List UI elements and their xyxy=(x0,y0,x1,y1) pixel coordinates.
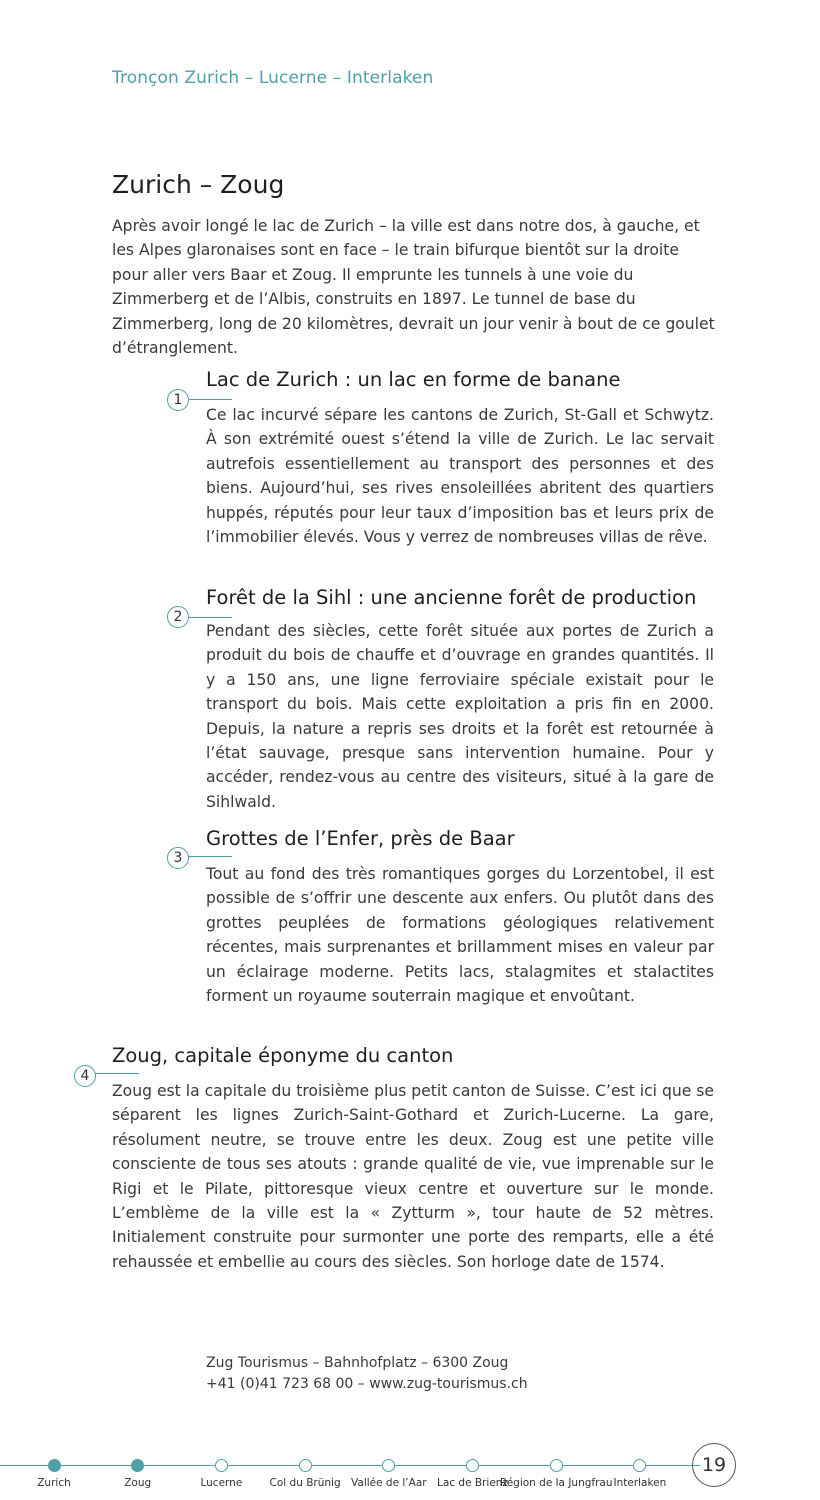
section-marker-2: 2 xyxy=(167,606,189,628)
route-stop-label: Région de la Jungfrau xyxy=(499,1477,613,1489)
route-stop-marker xyxy=(550,1459,563,1472)
section-3 xyxy=(206,825,714,1008)
route-stop-label: Zurich xyxy=(37,1477,71,1489)
page-number: 19 xyxy=(692,1443,736,1487)
route-stop-marker xyxy=(382,1459,395,1472)
section-heading-1: Lac de Zurich : un lac en forme de banane xyxy=(206,368,621,391)
route-stop-label: Lucerne xyxy=(200,1477,243,1489)
section-body-2: Pendant des siècles, cette forêt située aux portes de Zurich a produit du bois de chauffe et d’ouvrage en grandes quantités. Il y a 150 ans, une ligne ferroviaire spéciale existait pour le transport du bois. Mais cette exploitation a pris fin en 2000. Depuis, la nature a repris ses droits et la forêt est retournée à l’état sauvage, presque sans intervention humaine. Pour y accéder, rendez-vous au centre des visiteurs, situé à la gare de Sihlwald. xyxy=(206,622,714,811)
section-marker-3: 3 xyxy=(167,847,189,869)
contact-phone-web: +41 (0)41 723 68 00 – www.zug-tourismus.ch xyxy=(206,1376,528,1392)
route-timeline xyxy=(0,1465,700,1466)
contact-address: Zug Tourismus – Bahnhofplatz – 6300 Zoug xyxy=(206,1355,509,1371)
route-stop-marker xyxy=(215,1459,228,1472)
section-heading-2: Forêt de la Sihl : une ancienne forêt de production xyxy=(206,586,697,609)
route-stop-marker xyxy=(48,1459,61,1472)
section-heading-3: Grottes de l’Enfer, près de Baar xyxy=(206,827,515,850)
section-4 xyxy=(112,1042,714,1274)
section-marker-4: 4 xyxy=(74,1065,96,1087)
page-title: Zurich – Zoug xyxy=(112,170,285,199)
section-2 xyxy=(206,584,714,814)
route-stop-marker xyxy=(131,1459,144,1472)
section-body-3: Tout au fond des très romantiques gorges du Lorzentobel, il est possible de s’offrir une descente aux enfers. Ou plutôt dans des grottes peuplées de formations géologiques relativement récentes, mais surprenantes et brillamment mises en valeur par un éclairage moderne. Petits lacs, stalagmites et stalactites forment un royaume souterrain magique et envoûtant. xyxy=(206,865,714,1006)
route-stop-marker xyxy=(466,1459,479,1472)
route-stop-marker xyxy=(299,1459,312,1472)
route-stop-label: Lac de Brienz xyxy=(437,1477,508,1489)
intro-paragraph: Après avoir longé le lac de Zurich – la ville est dans notre dos, à gauche, et les Alpes glaronaises sont en face – le train bifurque bientôt sur la droite pour aller vers Baar et Zoug. Il emprunte les tunnels à une voie du Zimmerberg et de l’Albis, construits en 1897. Le tunnel de base du Zimmerberg, long de 20 kilomètres, devrait un jour venir à bout de ce goulet d’étranglement. xyxy=(112,217,715,358)
section-marker-1: 1 xyxy=(167,389,189,411)
contact-info xyxy=(206,1353,528,1395)
section-body-4: Zoug est la capitale du troisième plus petit canton de Suisse. C’est ici que se séparent les lignes Zurich-Saint-Gothard et Zurich-Lucerne. La gare, résolument neutre, se trouve entre les deux. Zoug est une petite ville consciente de tous ses atouts : grande qualité de vie, vue imprenable sur le Rigi et le Pilate, pittoresque vieux centre et ouverture sur le monde. L’emblème de la ville est la « Zytturm », tour haute de 52 mètres. Initialement construite pour surmonter une porte des remparts, elle a été rehaussée et embellie au cours des siècles. Son horloge date de 1574. xyxy=(112,1082,715,1271)
route-stop-label: Zoug xyxy=(124,1477,152,1489)
route-stop-marker xyxy=(633,1459,646,1472)
route-stop-label: Vallée de l’Aar xyxy=(351,1477,427,1489)
route-stop-label: Col du Brünig xyxy=(269,1477,341,1489)
section-heading-4: Zoug, capitale éponyme du canton xyxy=(112,1044,454,1067)
section-1 xyxy=(206,366,714,549)
section-body-1: Ce lac incurvé sépare les cantons de Zurich, St-Gall et Schwytz. À son extrémité ouest s’étend la ville de Zurich. Le lac servait autrefois essentiellement au transport des personnes et des biens. Aujourd’hui, ses rives ensoleillées abritent des quartiers huppés, réputés pour leur taux d’imposition bas et leurs prix de l’immobilier élevés. Vous y verrez de nombreuses villas de rêve. xyxy=(206,406,714,547)
route-stop-label: Interlaken xyxy=(613,1477,667,1489)
running-head: Tronçon Zurich – Lucerne – Interlaken xyxy=(112,68,434,88)
